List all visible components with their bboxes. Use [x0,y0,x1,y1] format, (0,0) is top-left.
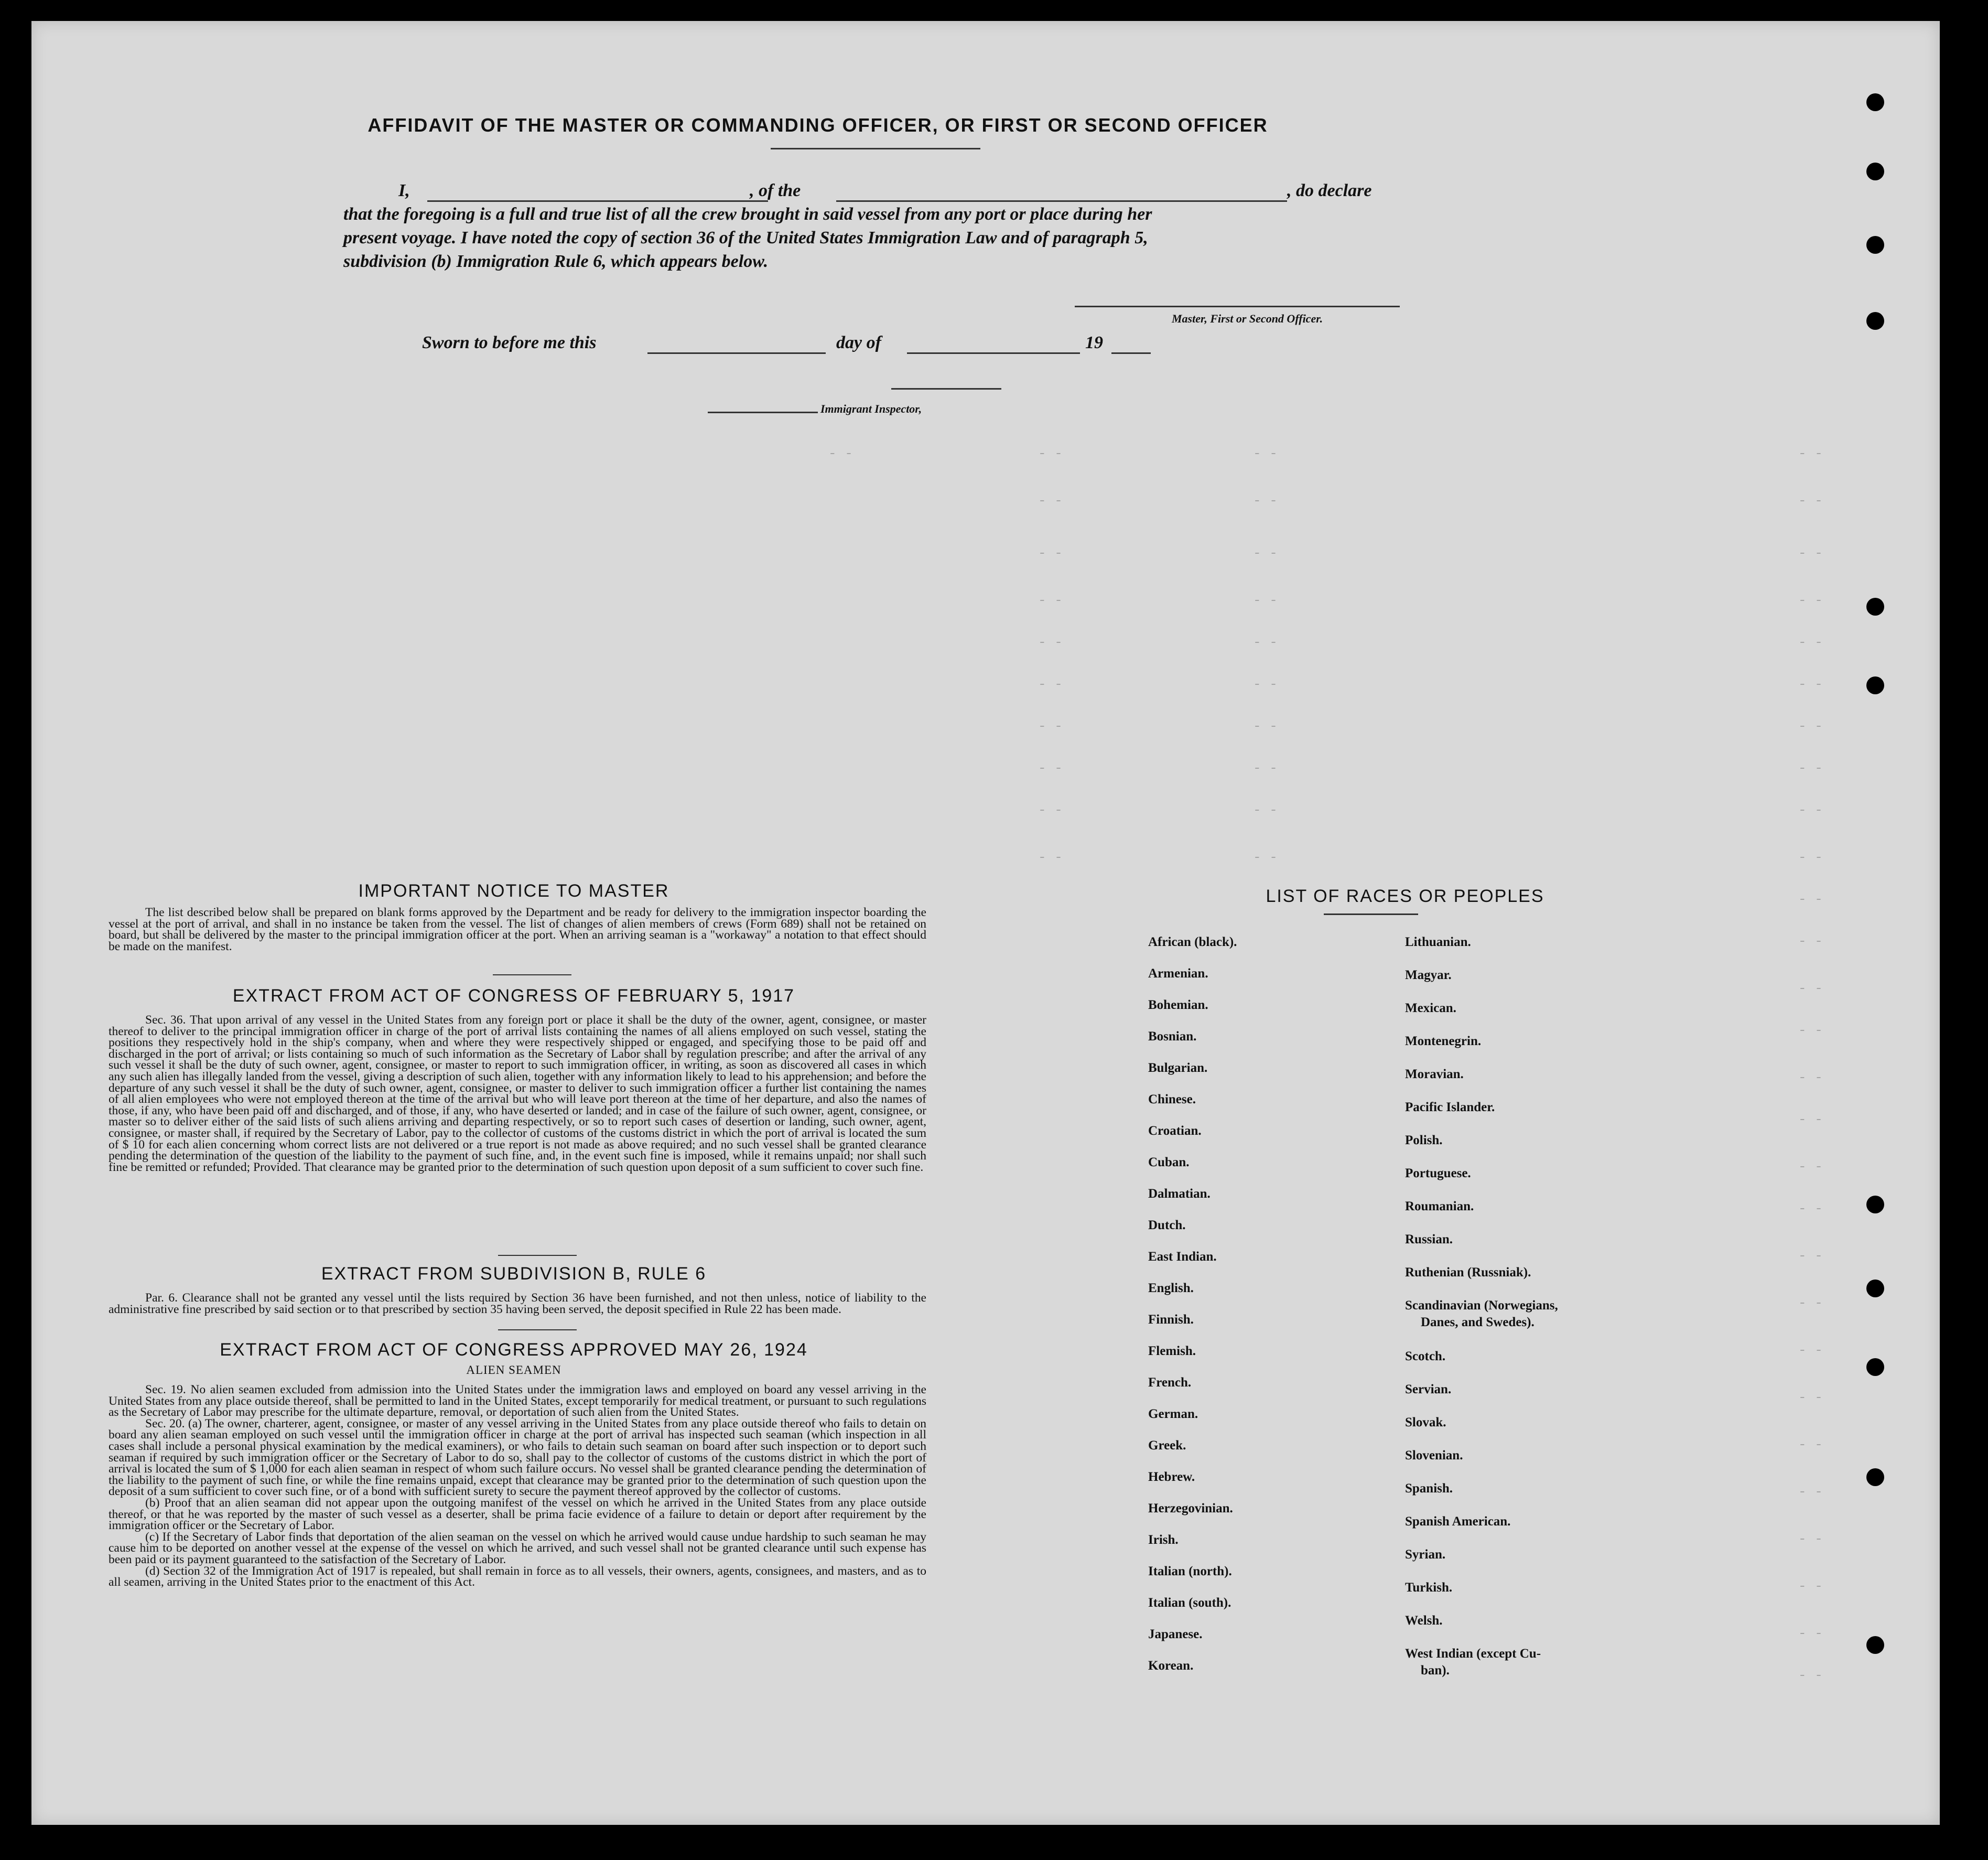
race-item: Servian. [1405,1382,1452,1396]
extract-rule6-title: EXTRACT FROM SUBDIVISION B, RULE 6 [321,1264,707,1284]
race-item: Herzegovinian. [1148,1501,1233,1515]
race-item: Montenegrin. [1405,1034,1482,1048]
year-text: 19 [1085,333,1103,352]
binder-hole [1866,163,1884,180]
extract-1917-text: Sec. 36. That upon arrival of any vessel in the United States from any foreign port or place it shall be the duty of the owner, agent, consignee, or master thereof to deliver to the principal immigration officer in charge of the port of arrival lists containing the names of all aliens employed on such vessel, stating the positions they respectively hold in the ship's company, when and where they were respectively shipped or engaged, and specifying those to be paid off and discharged in the port of arrival; or lists containing so much of such information as the Secretary of Labor shall by regulation prescribe; and after the arrival of any such vessel it shall be the duty of such owner, agent, consignee, or master to report to such immigration officer, in writing, as soon as discovered all cases in which any such alien has illegally landed from the vessel, giving a description of such alien, together with any information likely to lead to his apprehension; and before the departure of any such vessel it shall be the duty of such owner, agent, consignee, or master to deliver to such immigration officer a further list containing the names of all alien employees who were not employed thereon at the time of the arrival but who will leave port thereon at the time of her departure, and also the names of those, if any, who have been paid off and discharged, and of those, if any, who have deserted or landed; and in case of the failure of such owner, agent, consignee, or master so to deliver either of the said lists of such aliens arriving and departing respectively, or so to report such cases of desertion or landing, such owner, agent, consignee, or master shall, if required by the Secretary of Labor, pay to the collector of customs of the customs district in which the port of arrival is located the sum of $ 10 for each alien concerning whom correct lists are not delivered or a true report is not made as above required; and no such vessel shall be granted clearance pending the determination of the question of the liability to the payment of such fine, and, in the event such fine is imposed, while it remains unpaid; nor shall such fine be remitted or refunded; Provided. That clearance may be granted prior to the determination of such question upon deposit of a sum sufficient to cover such fine. [109,1013,926,1174]
race-item: Portuguese. [1405,1166,1471,1180]
race-item: Syrian. [1405,1547,1446,1562]
race-item: Greek. [1148,1438,1186,1453]
sworn-month-blank[interactable] [907,352,1080,354]
race-item: English. [1148,1281,1194,1295]
binder-hole [1866,312,1884,330]
inspector-label: Immigrant Inspector, [820,402,922,415]
race-item: Turkish. [1405,1581,1453,1595]
name-blank[interactable] [427,200,768,202]
race-item: Dutch. [1148,1218,1186,1232]
binder-hole [1866,1636,1884,1654]
race-item: Chinese. [1148,1092,1196,1106]
races-rule [1324,913,1418,915]
extract-1924-body [109,1384,926,1588]
race-item: Bohemian. [1148,998,1208,1012]
notice-rule [493,974,571,975]
inspector-line-lower[interactable] [708,412,818,413]
race-item: Italian (north). [1148,1564,1232,1578]
race-item: Ruthenian (Russniak). [1405,1265,1531,1280]
binder-hole [1866,598,1884,616]
extract-1924-subtitle: ALIEN SEAMEN [466,1363,561,1377]
affidavit-title: AFFIDAVIT OF THE MASTER OR COMMANDING OFFICER, OR FIRST OR SECOND OFFICER [368,114,1268,136]
race-item: Slovenian. [1405,1448,1463,1463]
race-item: Bosnian. [1148,1029,1197,1044]
sworn-text: Sworn to before me this [422,333,597,352]
affidavit-do-declare: , do declare [1287,181,1372,200]
race-item: Lithuanian. [1405,935,1471,949]
race-item: Finnish. [1148,1313,1194,1327]
extract-1924-title: EXTRACT FROM ACT OF CONGRESS APPROVED MAY 26, 1924 [220,1340,808,1360]
title-rule [771,148,980,149]
manifest-page: - - - - - - - - - - - - - - - - - - - - - - - - - - - - - - - - - - - - - - - - - - - - - - - - - - - - - - - - - - - - - - - - - - - - - - - - - - - - - - - - - - - - - - - - - - - - - - - - - - AFFIDAVIT OF THE MASTER OR COMMANDING OFFICER, OR FIRST OR SECOND OFFICER I, , of the , do declare that the foregoing is a full and true list of all the crew brought in said vessel from any port or place during her present voyage. I have noted the copy of section 36 of the United States Immigration Law and of paragraph 5, subdivision (b) Immigration Rule 6, which appears below. Master, First or Second Officer. Sworn to before me this day of 19 Immigrant Inspector, IMPORTANT NOTICE TO MASTER The list described below shall be prepared on blank forms approved by the Department and be ready for delivery to the immigration inspector boarding the vessel at the port of arrival, and shall in no instance be taken from the vessel. The list of changes of alien members of crews (Form 689) shall not be retained on board, but shall be delivered by the master to the principal immigration officer at the port. When an arriving seaman is a "workaway" a notation to that effect should be made on the manifest. EXTRACT FROM ACT OF CONGRESS OF FEBRUARY 5, 1917 Sec. 36. That upon arrival of any vessel in the United States from any foreign port or place it shall be the duty of the owner, agent, consignee, or master thereof to deliver to the principal immigration officer in charge of the port of arrival lists containing the names of all aliens employed on such vessel, stating the positions they respectively hold in the ship's company, when and where they were respectively shipped or engaged, and specifying those to be paid off and discharged in the port of arrival; or lists containing so much of such information as the Secretary of Labor shall by regulation prescribe; and after the arrival of any such vessel it shall be the duty of such owner, agent, consignee, or master to report to such immigration officer, in writing, as soon as discovered all cases in which any such alien has illegally landed from the vessel, giving a description of such alien, together with any information likely to lead to his apprehension; and before the departure of any such vessel it shall be the duty of such owner, agent, consignee, or master to deliver to such immigration officer a further list containing the names of all alien employees who were not employed thereon at the time of the arrival but who will leave port thereon at the time of her departure, and also the names of those, if any, who have been paid off and discharged, and of those, if any, who have deserted or landed; and in case of the failure of such owner, agent, consignee, or master so to deliver either of the said lists of such aliens arriving and departing respectively, or so to report such cases of desertion or landing, such owner, agent, consignee, or master shall, if required by the Secretary of Labor, pay to the collector of customs of the customs district in which the port of arrival is located the sum of $ 10 for each alien concerning whom correct lists are not delivered or a true report is not made as above required; and no such vessel shall be granted clearance pending the determination of the question of the liability to the payment of such fine, and, in the event such fine is imposed, while it remains unpaid; nor shall such fine be remitted or refunded; Provided. That clearance may be granted prior to the determination of such question upon deposit of a sum sufficient to cover such fine. EXTRACT FROM SUBDIVISION B, RULE 6 Par. 6. Clearance shall not be granted any vessel until the lists required by Section 36 have been furnished, and not then unless, notice of liability to the administrative fine prescribed by said section or to that prescribed by section 35 having been served, the deposit specified in Rule 22 has been made. EXTRACT FROM ACT OF CONGRESS APPROVED MAY 26, 1924 ALIEN SEAMEN Sec. 19. No alien seamen excluded from admission into the United States under the immigration laws and employed on board any vessel arriving in the United States from any place outside thereof, shall be permitted to land in the United States, except temporarily for medical treatment, or pursuant to such regulations as the Secretary of Labor may prescribe for the ultimate departure, removal, or deportation of such alien from the United States. Sec. 20. (a) The owner, charterer, agent, consignee, or master of any vessel arriving in the United States from any place outside thereof who fails to detain on board any alien seaman employed on such vessel until the immigration officer in charge at the port of arrival has inspected such seaman (which inspection in all cases shall include a personal physical examination by the medical examiners), or who fails to detain such seaman on board after such inspection or to deport such seaman if required by such immigration officer or the Secretary of Labor to do so, shall pay to the collector of customs of the customs district in which the port of arrival is located the sum of $ 1,000 for each alien seaman in respect of whom such failure occurs. No vessel shall be granted clearance pending the determination of the liability to the payment of such fine, or while the fine remains unpaid, except that clearance may be granted prior to the determination of such question upon the deposit of a sum sufficient to cover such fine, or of a bond with sufficient surety to secure the payment thereof approved by the collector of customs. (b) Proof that an alien seaman did not appear upon the outgoing manifest of the vessel on which he arrived in the United States from any place outside thereof, or that he was reported by the master of such vessel as a deserter, shall be prima facie evidence of a failure to detain or deport after requirement by the immigration officer or the Secretary of Labor. (c) If the Secretary of Labor finds that deportation of the alien seaman on the vessel on which he arrived would cause undue hardship to such seaman he may cause him to be deported on another vessel at the expense of the vessel on which he arrived, and such vessel shall not be granted clearance until such expense has been paid or its payment guaranteed to the satisfaction of the Secretary of Labor. (d) Section 32 of the Immigration Act of 1917 is repealed, but shall remain in force as to all vessels, their owners, agents, consignees, and masters, and as to all seamen, arriving in the United States prior to the enactment of this Act. LIST OF RACES OR PEOPLES African (black). Armenian. Bohemian. Bosnian. Bulgarian. Chinese. Croatian. Cuban. Dalmatian. Dutch. East Indian. English. Finnish. Flemish. French. German. Greek. Hebrew. Herzegovinian. Irish. Italian (north). Italian (south). Japanese. Korean. Lithuanian. Magyar. Mexican. Montenegrin. Moravian. Pacific Islander. Polish. Portuguese. Roumanian. Russian. Ruthenian (Russniak). Scandinavian (Norwegians, Danes, and Swedes). Scotch. Servian. Slovak. Slovenian. Spanish. Spanish American. Syrian. Turkish. Welsh. West Indian (except Cu- ban). [31,21,1940,1825]
binder-hole [1866,1280,1884,1297]
race-item: Danes, and Swedes). [1421,1315,1535,1329]
race-item: Bulgarian. [1148,1061,1208,1075]
race-item: Spanish American. [1405,1514,1511,1529]
extract-1917-title: EXTRACT FROM ACT OF CONGRESS OF FEBRUARY 5, 1917 [232,986,795,1006]
affidavit-line-3: present voyage. I have noted the copy of section 36 of the United States Immigration Law and of paragraph 5, [343,228,1148,248]
race-item: German. [1148,1407,1198,1421]
day-of-text: day of [836,333,881,352]
affidavit-line-2: that the foregoing is a full and true list of all the crew brought in said vessel from any port or place during her [343,205,1152,224]
master-label: Master, First or Second Officer. [1172,312,1323,325]
race-item: Cuban. [1148,1155,1190,1169]
sec-20a-text: Sec. 20. (a) The owner, charterer, agent, consignee, or master of any vessel arriving in the United States from any place outside thereof who fails to detain on board any alien seaman employed on such vessel until the immigration officer in charge at the port of arrival has inspected such seaman (which inspection in all cases shall include a personal physical examination by the medical examiners), or who fails to detain such seaman on board after such inspection or to deport such seaman if required by such immigration officer or the Secretary of Labor to do so, shall pay to the collector of customs of the customs district in which the port of arrival is located the sum of $ 1,000 for each alien seaman in respect of whom such failure occurs. No vessel shall be granted clearance pending the determination of the liability to the payment of such fine, or while the fine remains unpaid, except that clearance may be granted prior to the determination of such question upon the deposit of a sum sufficient to cover such fine, or of a bond with sufficient surety to secure the payment thereof approved by the collector of customs. [109,1416,926,1499]
race-item: Korean. [1148,1659,1194,1673]
sworn-day-blank[interactable] [647,352,826,354]
vessel-blank[interactable] [836,200,1287,202]
extract-rule6-rule [498,1329,577,1330]
race-item: Scotch. [1405,1349,1446,1363]
race-item: Italian (south). [1148,1596,1231,1610]
extract-1917-rule [498,1255,577,1256]
binder-hole [1866,676,1884,694]
binder-hole [1866,1358,1884,1376]
race-item: Japanese. [1148,1627,1203,1641]
affidavit-line-4: subdivision (b) Immigration Rule 6, which appears below. [343,252,769,271]
notice-title: IMPORTANT NOTICE TO MASTER [358,881,669,901]
sec-20b-text: (b) Proof that an alien seaman did not appear upon the outgoing manifest of the vessel on which he arrived in the United States from any place outside thereof, or that he was reported by the master of such vessel as a deserter, shall be prima facie evidence of a failure to detain or deport after requirement by the immigration officer or the Secretary of Labor. [109,1496,926,1533]
race-item: Croatian. [1148,1124,1202,1138]
notice-text: The list described below shall be prepared on blank forms approved by the Department and be ready for delivery to the immigration inspector boarding the vessel at the port of arrival, and shall in no instance be taken from the vessel. The list of changes of alien members of crews (Form 689) shall not be retained on board, but shall be delivered by the master to the principal immigration officer at the port. When an arriving seaman is a "workaway" a notation to that effect should be made on the manifest. [109,906,926,953]
race-item: Slovak. [1405,1415,1446,1429]
race-item: French. [1148,1375,1192,1390]
race-item: ban). [1421,1663,1450,1678]
extract-rule6-text: Par. 6. Clearance shall not be granted any vessel until the lists required by Section 36 have been furnished, and not then unless, notice of liability to the administrative fine prescribed by said section or to that prescribed by section 35 having been served, the deposit specified in Rule 22 has been made. [109,1291,926,1316]
master-signature-line[interactable] [1075,306,1400,307]
race-item: Magyar. [1405,968,1452,982]
race-item: Polish. [1405,1133,1443,1147]
races-title: LIST OF RACES OR PEOPLES [1266,886,1544,906]
binder-hole [1866,93,1884,111]
race-item: Russian. [1405,1232,1453,1246]
race-item: Mexican. [1405,1001,1456,1015]
race-item: African (black). [1148,935,1237,949]
race-item: Pacific Islander. [1405,1100,1495,1114]
affidavit-i: I, [398,181,410,200]
sec-20c-text: (c) If the Secretary of Labor finds that deportation of the alien seaman on the vessel on which he arrived would cause undue hardship to such seaman he may cause him to be deported on another vessel at the expense of the vessel on which he arrived, and such vessel shall not be granted clearance until such expense has been paid or its payment guaranteed to the satisfaction of the Secretary of Labor. [109,1530,926,1566]
sworn-year-blank[interactable] [1111,352,1151,354]
race-item: Moravian. [1405,1067,1464,1081]
race-item: West Indian (except Cu- [1405,1647,1541,1661]
sec-19-text: Sec. 19. No alien seamen excluded from admission into the United States under the immigration laws and employed on board any vessel arriving in the United States from any place outside thereof, shall be permitted to land in the United States, except temporarily for medical treatment, or pursuant to such regulations as the Secretary of Labor may prescribe for the ultimate departure, removal, or deportation of such alien from the United States. [109,1383,926,1420]
binder-hole [1866,1468,1884,1486]
race-item: Welsh. [1405,1614,1443,1628]
race-item: Flemish. [1148,1344,1196,1358]
race-item: Hebrew. [1148,1470,1195,1484]
race-item: Armenian. [1148,966,1208,981]
race-item: Irish. [1148,1533,1179,1547]
affidavit-of-the: , of the [750,181,801,200]
race-item: East Indian. [1148,1250,1217,1264]
sec-20d-text: (d) Section 32 of the Immigration Act of 1917 is repealed, but shall remain in force as to all vessels, their owners, agents, consignees, and masters, and as to all seamen, arriving in the United States prior to the enactment of this Act. [109,1564,926,1589]
inspector-line-upper[interactable] [891,388,1001,390]
race-item: Dalmatian. [1148,1187,1211,1201]
binder-hole [1866,1196,1884,1213]
race-item: Roumanian. [1405,1199,1474,1213]
binder-hole [1866,236,1884,254]
race-item: Scandinavian (Norwegians, [1405,1298,1558,1313]
race-item: Spanish. [1405,1481,1453,1496]
